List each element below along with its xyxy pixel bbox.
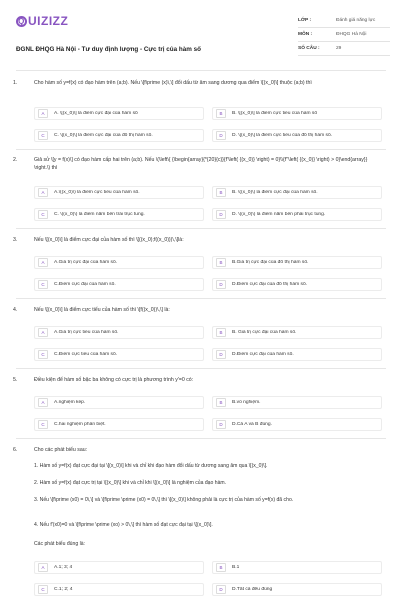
worksheet-header (16, 14, 386, 66)
answer-option[interactable] (34, 107, 204, 120)
option-letter: B (216, 563, 226, 572)
answer-option[interactable] (212, 256, 382, 269)
question-text: Cho các phát biểu sau: (34, 447, 88, 453)
statement: 1. Hàm số y=f(x) đạt cực đại tại \[(x_0)\] khi và chỉ khi đạo hàm đổi dấu từ dương sang âm qua \[(x_0)\]. (34, 463, 268, 469)
question-divider (16, 368, 386, 369)
question-number: 5. (13, 377, 18, 383)
option-text: B.Giá trị cực đại của đồ thị hàm số. (232, 260, 309, 265)
question-number: 1. (13, 80, 18, 86)
option-letter: B (216, 398, 226, 407)
meta-key: MÔN : (298, 32, 313, 37)
answer-option[interactable] (34, 396, 204, 409)
option-letter: B (216, 328, 226, 337)
answer-option[interactable] (34, 348, 204, 361)
meta-key: SỐ CÂU : (298, 46, 320, 51)
option-text: A.\((x_0)\) là điểm cực tiểu của hàm số. (54, 190, 140, 195)
meta-row-class (298, 14, 390, 28)
meta-value: 29 (336, 46, 342, 51)
option-letter: C (38, 350, 48, 359)
option-text: B.vô nghiệm. (232, 400, 261, 405)
quizizz-logo: Q UIZIZZ (16, 14, 68, 28)
question-number: 2. (13, 157, 18, 163)
question-number: 3. (13, 237, 18, 243)
option-letter: D (216, 585, 226, 594)
answer-option[interactable] (212, 561, 382, 574)
answer-option[interactable] (212, 278, 382, 291)
question-text: Giả sử \[y = f(x)\] có đạo hàm cấp hai trên (a;b). Nếu \(\left\{ {\begin{array}{*{20}{c}}{f'\left( {(x_0)} \right) = 0}\\{f''\left( {(x_0)} \right) > 0}\end{array}} \right.\) thì (34, 157, 368, 171)
option-letter: A (38, 328, 48, 337)
answer-option[interactable] (34, 278, 204, 291)
option-text: C. \((x_0)\) là điểm nằm bên trái trục tung. (54, 212, 145, 217)
answer-option[interactable] (212, 186, 382, 199)
option-letter: A (38, 258, 48, 267)
option-letter: D (216, 280, 226, 289)
option-text: D.Điểm cực đại của hàm số. (232, 352, 294, 357)
meta-value: ĐHQG Hà Nội (336, 32, 367, 37)
answer-option[interactable] (212, 107, 382, 120)
option-text: B. \((x_0)\) là điểm cực đại của hàm số. (232, 190, 318, 195)
option-letter: A (38, 563, 48, 572)
answer-option[interactable] (34, 129, 204, 142)
worksheet-meta (298, 14, 390, 56)
statement: 2. Hàm số y=f(x) đạt cực trị tại \[(x_0)\] khi và chỉ khi \[(x_0)\] là nghiệm của đạo hàm. (34, 480, 227, 486)
answer-option[interactable] (212, 583, 382, 596)
header-divider (16, 70, 386, 71)
option-letter: A (38, 109, 48, 118)
option-text: D. \((x_0)\) là điểm nằm bên phải trục tung. (232, 212, 326, 217)
option-text: A.Giá trị cực đại của hàm số. (54, 260, 118, 265)
meta-row-count (298, 42, 390, 56)
option-letter: D (216, 131, 226, 140)
option-letter: D (216, 420, 226, 429)
option-text: A.Giá trị cực tiểu của hàm số. (54, 330, 119, 335)
option-letter: B (216, 188, 226, 197)
option-letter: C (38, 131, 48, 140)
statement-prompt: Các phát biểu đúng là: (34, 541, 85, 547)
answer-option[interactable] (34, 208, 204, 221)
answer-option[interactable] (212, 396, 382, 409)
option-letter: A (38, 188, 48, 197)
question-text: Nếu \[(x_0)\] là điểm cực đại của hàm số thì \[((x_0);f((x_0)))\,\]là: (34, 237, 184, 243)
answer-option[interactable] (34, 326, 204, 339)
option-text: A.1; 3; 4 (54, 565, 73, 570)
option-text: B. Giá trị cực đại của hàm số. (232, 330, 297, 335)
option-letter: C (38, 585, 48, 594)
answer-option[interactable] (212, 326, 382, 339)
answer-option[interactable] (212, 129, 382, 142)
meta-key: LỚP : (298, 18, 312, 23)
question-divider (16, 298, 386, 299)
option-text: C.hai nghiệm phân biệt. (54, 422, 106, 427)
option-text: C.Điểm cực tiểu của hàm số. (54, 352, 118, 357)
answer-option[interactable] (34, 186, 204, 199)
meta-row-subject (298, 28, 390, 42)
meta-value: Đánh giá năng lực (336, 18, 376, 23)
statement: 3. Nếu \[f\prime (x0) = 0\,\] và \[f\prime \prime (x0) = 0\,\] thì \[(x_0)\] không phải là cực trị của hàm số y=f(x) đã cho. (34, 497, 294, 503)
option-letter: C (38, 280, 48, 289)
answer-option[interactable] (34, 418, 204, 431)
question-divider (16, 149, 386, 150)
answer-option[interactable] (34, 256, 204, 269)
answer-option[interactable] (34, 561, 204, 574)
option-text: A.nghiệm kép. (54, 400, 86, 405)
option-letter: C (38, 210, 48, 219)
option-letter: B (216, 258, 226, 267)
option-text: C.Điểm cực đại của hàm số. (54, 282, 116, 287)
question-text: Nếu \[(x_0)\] là điểm cực tiểu của hàm số thì \[f((x_0))\,\] là: (34, 307, 170, 313)
answer-option[interactable] (212, 208, 382, 221)
option-letter: D (216, 210, 226, 219)
option-text: B.1 (232, 565, 240, 570)
option-letter: B (216, 109, 226, 118)
answer-option[interactable] (212, 348, 382, 361)
answer-option[interactable] (212, 418, 382, 431)
option-text: A. \[(x_0)\] là điểm cực đại của hàm số (54, 111, 138, 116)
option-text: D.Cả A và B đúng. (232, 422, 272, 427)
option-text: D.Tất cả đều đúng (232, 587, 273, 592)
statement: 4. Nếu f'(x0)=0 và \[f\prime \prime (xo) > 0\,\] thì hàm số đạt cực đại tại \[(x_0)\]. (34, 522, 213, 528)
option-text: B. \[(x_0)\] là điểm cực tiểu của hàm số (232, 111, 318, 116)
option-letter: D (216, 350, 226, 359)
question-number: 6. (13, 447, 18, 453)
answer-option[interactable] (34, 583, 204, 596)
option-text: D. \[(x_0)\] là điểm cực tiểu của đồ thị hàm số. (232, 133, 333, 138)
question-divider (16, 228, 386, 229)
option-letter: A (38, 398, 48, 407)
option-text: C.1; 2; 4 (54, 587, 73, 592)
worksheet-title: ĐGNL ĐHQG Hà Nội - Tư duy định lượng - Cực trị của hàm số (16, 46, 201, 53)
option-text: D.Điểm cực đại của đồ thị hàm số. (232, 282, 308, 287)
question-divider (16, 438, 386, 439)
question-number: 4. (13, 307, 18, 313)
option-text: C. \[(x_0)\] là điểm cực đại của đồ thị hàm số. (54, 133, 153, 138)
question-text: Cho hàm số y=f(x) có đạo hàm trên (a;b). Nếu \[f\prime (x)\,\] đổi dấu từ âm sang dương qua điểm \[(x_0)\] thuộc (a;b) thì (34, 80, 312, 86)
option-letter: C (38, 420, 48, 429)
question-text: Điều kiện để hàm số bậc ba không có cực trị là phương trình y'=0 có: (34, 377, 194, 383)
